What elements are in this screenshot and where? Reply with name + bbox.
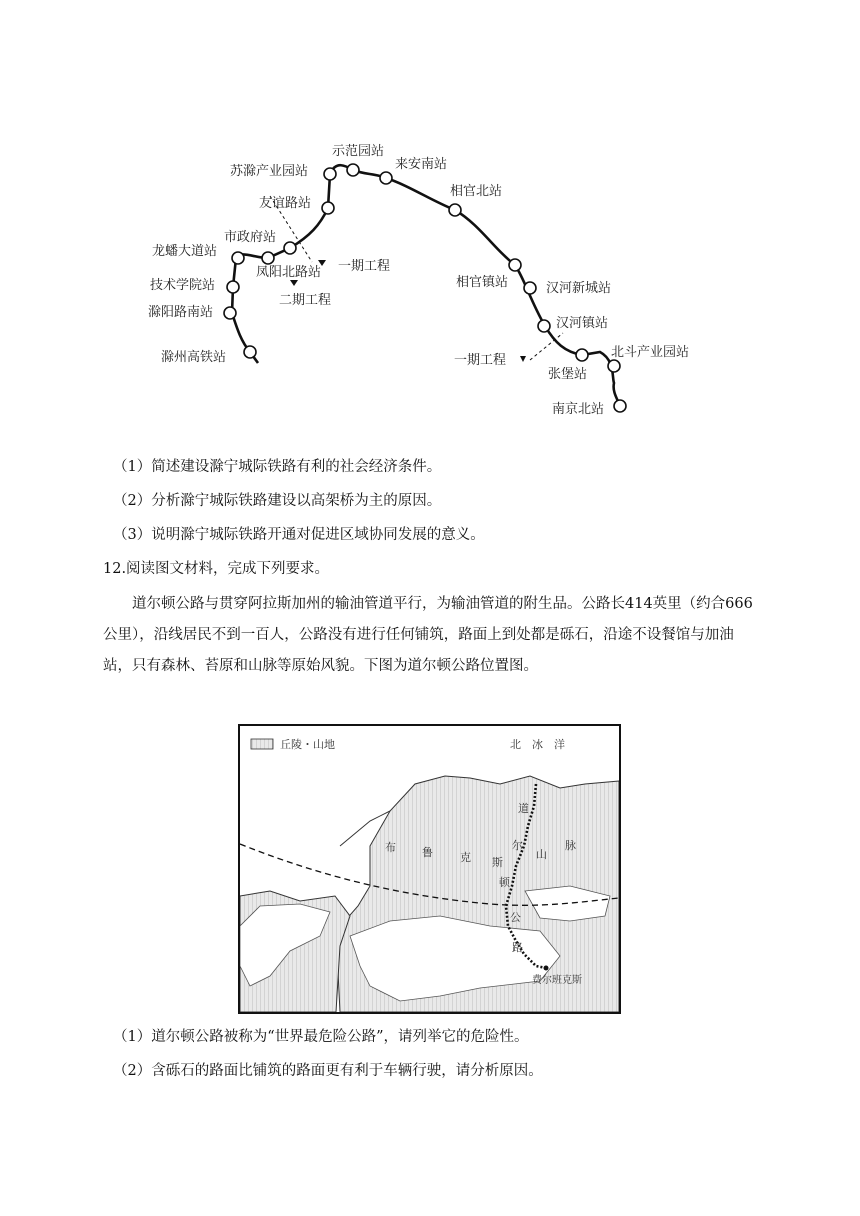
rail-line-map <box>140 130 720 420</box>
label-phase1-right: 一期工程 <box>454 353 507 368</box>
station-dot-chuzhou <box>244 346 256 358</box>
label-shifanyuan: 示范园站 <box>332 144 385 159</box>
station-dot-chuyang <box>224 307 236 319</box>
station-dot-suchu <box>324 168 336 180</box>
range-char-1: 布 <box>385 841 396 854</box>
road-char-2: 尔 <box>512 839 523 852</box>
label-laian-nan: 来安南站 <box>395 157 448 172</box>
q12-question-2: （2）含砾石的路面比铺筑的路面更有利于车辆行驶，请分析原因。 <box>113 1063 543 1079</box>
road-char-4: 公 <box>510 911 521 924</box>
label-nanjing-bei: 南京北站 <box>552 402 605 417</box>
q11-question-3: （3）说明滁宁城际铁路开通对促进区域协同发展的意义。 <box>113 527 485 543</box>
label-phase2: 二期工程 <box>279 293 332 308</box>
q12-paragraph: 道尔顿公路与贯穿阿拉斯加州的输油管道平行，为输油管道的附生品。公路长414英里（约合666公里），沿线居民不到一百人，公路没有进行任何铺筑，路面上到处都是砾石，沿途不设餐馆与加油站，只有森林、苔原和山脉等原始风貌。下图为道尔顿公路位置图。 <box>103 596 753 674</box>
label-chuzhou: 滁州高铁站 <box>161 350 227 365</box>
ocean-label: 北 冰 洋 <box>510 738 565 751</box>
range-char-2: 鲁 <box>422 846 433 859</box>
label-xiangguan-bei: 相官北站 <box>450 184 503 199</box>
label-jishu: 技术学院站 <box>150 278 216 293</box>
phase2-arrow-icon <box>290 280 298 286</box>
station-dot-fengyang <box>262 252 274 264</box>
phase1-right-arrow-icon <box>520 356 526 362</box>
range-char-3: 克 <box>460 851 471 864</box>
station-dot-beidou <box>608 360 620 372</box>
q11-question-2: （2）分析滁宁城际铁路建设以高架桥为主的原因。 <box>113 493 442 509</box>
q12-question-1: （1）道尔顿公路被称为“世界最危险公路”，请列举它的危险性。 <box>113 1029 529 1045</box>
station-dot-zhangbao <box>576 349 588 361</box>
label-chuyang: 滁阳路南站 <box>148 305 214 320</box>
label-phase1-left: 一期工程 <box>338 259 391 274</box>
dalton-highway-map <box>238 724 621 1014</box>
station-dot-hanhe-xincheng <box>524 282 536 294</box>
range-char-6: 脉 <box>565 839 576 852</box>
station-dot-xiangguan-bei <box>449 204 461 216</box>
station-dot-shizhengfu <box>284 242 296 254</box>
road-char-5: 路 <box>512 941 523 954</box>
q11-question-1: （1）简述建设滁宁城际铁路有利的社会经济条件。 <box>113 459 442 475</box>
station-dot-jishu <box>227 281 239 293</box>
station-dot-youyilu <box>322 202 334 214</box>
road-char-3: 顿 <box>499 876 510 889</box>
range-char-4: 斯 <box>492 856 503 869</box>
station-dot-shifanyuan <box>347 164 359 176</box>
city-dot <box>544 966 549 971</box>
station-dot-longpan <box>232 252 244 264</box>
label-youyilu: 友谊路站 <box>259 196 312 211</box>
city-label: 费尔班克斯 <box>532 975 582 986</box>
road-char-1: 道 <box>518 802 529 815</box>
station-dot-laian <box>380 172 392 184</box>
label-suchu: 苏滁产业园站 <box>230 164 309 179</box>
phase-boundary-right <box>530 333 563 360</box>
label-fengyang: 凤阳北路站 <box>256 265 322 280</box>
label-beidou: 北斗产业园站 <box>611 345 690 360</box>
label-zhangbao: 张堡站 <box>548 367 588 382</box>
label-xiangguan-zhen: 相官镇站 <box>456 275 509 290</box>
label-longpan: 龙蟠大道站 <box>152 244 218 259</box>
legend-swatch <box>251 739 273 749</box>
label-hanhe-xincheng: 汉河新城站 <box>546 281 612 296</box>
label-hanhe-zhen: 汉河镇站 <box>556 316 609 331</box>
q12-heading: 12.阅读图文材料，完成下列要求。 <box>103 561 330 577</box>
range-char-5: 山 <box>536 848 547 861</box>
station-dot-nanjing-bei <box>614 400 626 412</box>
legend-label: 丘陵・山地 <box>280 738 335 751</box>
station-dot-xiangguan-zhen <box>509 259 521 271</box>
station-dot-hanhe-zhen <box>538 320 550 332</box>
label-shizhengfu: 市政府站 <box>224 230 277 245</box>
